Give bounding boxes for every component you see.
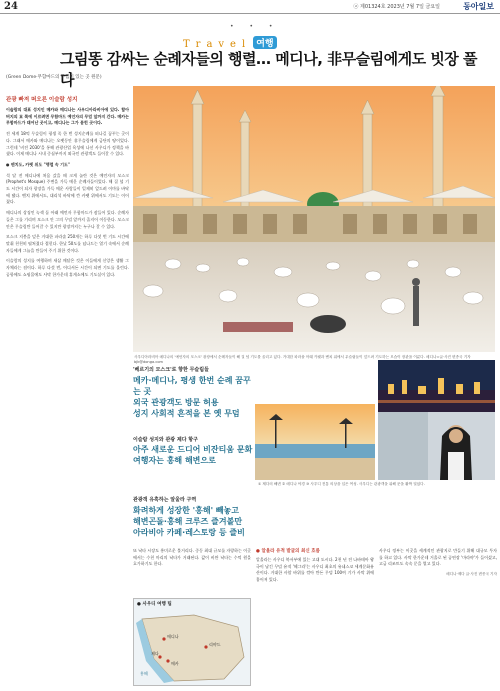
col-b-title: ● 알울라 유적 발굴의 최신 흐름 — [256, 549, 320, 554]
body-paragraph: 사우디 정부는 이곳을 세계적인 관광지로 만들기 위해 대규모 투자를 하고 있다. 사막 한가운데 거울로 된 공연장 '마라야'가 들어섰고, 고급 리조트도 속속 문을 열고 있다. — [379, 548, 497, 567]
top-bar — [0, 0, 500, 14]
body-column-c — [379, 548, 497, 577]
end-byline: 메디나·제다 글·사진 변종국 기자 — [446, 572, 497, 577]
left-column — [6, 95, 129, 282]
mid-subhead-1: '베르기의 모스크'로 향한 무슬림들 — [133, 367, 209, 373]
mid-headline-3: 화려하게 성장한 '홍해' 빼놓고 해변곤돌·홍해 크루즈 즐겨볼만 아라비아 카페·레스토랑 등 즐비 — [133, 506, 245, 537]
left-paragraph: ● 벤치도, 카펫 위도 "행렬 속 기도" — [6, 161, 70, 167]
mid-subhead-2: 이슬람 성지와 관광 제다 항구 — [133, 437, 198, 443]
map-title: ● 사우디 여행 팁 — [137, 602, 172, 607]
night-city-photo — [378, 360, 495, 412]
left-subhead: 관광 빠져 떠오른 이슬람 성지 — [6, 97, 78, 103]
map-box — [133, 598, 251, 686]
page-number: 24 — [4, 1, 18, 12]
map-label-jeddah: 제다 — [151, 651, 159, 656]
map-label-mecca: 메카 — [171, 661, 179, 666]
left-paragraph: 모스크 지붕을 덮은 거대한 파라솔 250개는 하루 다섯 번 기도 시간에 맞춰 천천히 펼쳐졌다 접힌다. 한낮 50도를 넘나드는 열기 속에서 순례자들에게 그늘을 만들어 주기 위한 것이다. — [6, 234, 129, 253]
section-logo — [183, 32, 277, 50]
headline: 그림똥 감싸는 순례자들의 행렬… 메디나, 非무슬림에게도 빗장 풀다 — [60, 50, 478, 89]
section-dots: • • • — [230, 23, 280, 30]
left-paragraph: 전 세계 18억 무슬림이 평생 꼭 한 번 성지순례를 떠나길 꿈꾸는 곳이다. 그래서 메카와 메디나는 오랫동안 非무슬림에게 금단의 땅이었다. 그런데 '비전 2030'을 통해 관광산업 육성에 나선 사우디가 정책을 바꿨다. 이제 메디나 시내 중심부까지 외국인 관광객도 들어갈 수 있다. — [6, 131, 129, 157]
body-paragraph: 알울라는 사우디 북서부에 있는 고대 도시다. 2천 년 전 나바테아 왕국이 남긴 무덤 유적 '헤그라'는 사우디 최초의 유네스코 세계문화유산이다. 거대한 사암 바위를 깎아 만든 무덤 100여 기가 사막 위에 흩어져 있다. — [256, 557, 374, 583]
mid-subhead-3: 관광객 유혹하는 알울라 구역 — [133, 497, 197, 503]
saudi-map — [134, 609, 250, 687]
left-paragraph: 메디나의 상징인 녹색 돔 아래 예언자 무함마드가 잠들어 있다. 순례자들은 그를 기리며 모스크 안 그의 무덤 앞까지 줄지어 이동한다. 모스크 안은 무슬림만 들어갈 수 있지만 광장까지는 누구나 갈 수 있다. — [6, 210, 129, 229]
mid-headline-2: 아주 새로운 드디어 비잔티움 문화 여행자는 홍해 해변으로 — [133, 445, 253, 465]
map-label-red-sea: 홍해 — [140, 671, 148, 676]
section-word: Travel — [183, 39, 252, 50]
mid-headline-1: 메카·메디나, 평생 한번 순례 꿈꾸는 곳 외국 관광객도 방문 허용 성지 사회적 흔적을 본 옛 무덤 — [133, 376, 251, 418]
photos-caption: ① 제다의 해변 ② 메디나 야경 ③ 사우디 전통 의상을 입은 여성. 사우디는 관광객을 위해 문을 활짝 열었다. — [258, 482, 425, 486]
left-lead: 이슬람의 대표 성지인 메카와 메디나는 사우디아라비아에 있다. 할아버지의 묘 쪽에 이르려면 무함마드 예언자의 무덤 앞까지 간다. 메카는 무함마드가 태어난 곳이고, 메디나는 그가 묻힌 곳이다. — [6, 107, 129, 126]
left-paragraph: 석 달 전 메디나에 처음 갔을 때 크게 놀란 것은 예언자의 모스크(Prophet's Mosque) 주변을 가득 메운 순례자들이었다. 해 질 녘 기도 시간이 되자 광장을 가득 메운 사람들이 일제히 엎드려 이마를 바닥에 댔다. 벤치 위에서도, 대리석 바닥에 깐 카펫 위에서도 기도는 이어졌다. — [6, 172, 129, 205]
main-mosque-photo — [133, 86, 495, 352]
body-column-b — [256, 548, 374, 588]
beach-photo — [255, 404, 375, 480]
woman-photo — [378, 412, 495, 480]
masthead-logo: 동아일보 — [463, 1, 494, 11]
date-line: ⓐ 제01324호 2023년 7월 7일 금요일 — [353, 4, 440, 10]
left-paragraph: 이슬람의 성지를 여행하며 새삼 깨달은 것은 이들에게 신앙은 생활 그 자체라는 점이다. 하루 다섯 번, 어디서든 시간이 되면 기도를 올린다. 공항에도 쇼핑몰에도 사막 한가운데 휴게소에도 기도실이 있다. — [6, 258, 129, 277]
map-label-riyadh: 리야드 — [209, 642, 221, 647]
photo-byline: (Green Dome·무함마드의 무덤이 있는 곳 원문) — [6, 75, 102, 80]
body-paragraph: 또 낙타 시장도 흥미로운 볼거리다. 중동 최대 규모를 자랑하는 이곳에서는 수천 마리의 낙타가 거래된다. 값이 비싼 낙타는 수억 원을 호가하기도 한다. — [133, 548, 251, 567]
map-label-medina: 메디나 — [167, 634, 179, 639]
section-badge: 여행 — [253, 36, 276, 49]
main-photo-caption: 사우디아라비아 메디나의 '예언자의 모스크' 광장에서 순례자들이 해 질 녘 기도를 올리고 있다. 거대한 파라솔 아래 카펫과 벤치 위에서 무슬림들이 엎드려 기도하는 모습이 장관을 이룬다. 메디나=글·사진 변종국 기자 bjk@donga.com — [134, 355, 471, 364]
body-column-a — [133, 548, 251, 572]
